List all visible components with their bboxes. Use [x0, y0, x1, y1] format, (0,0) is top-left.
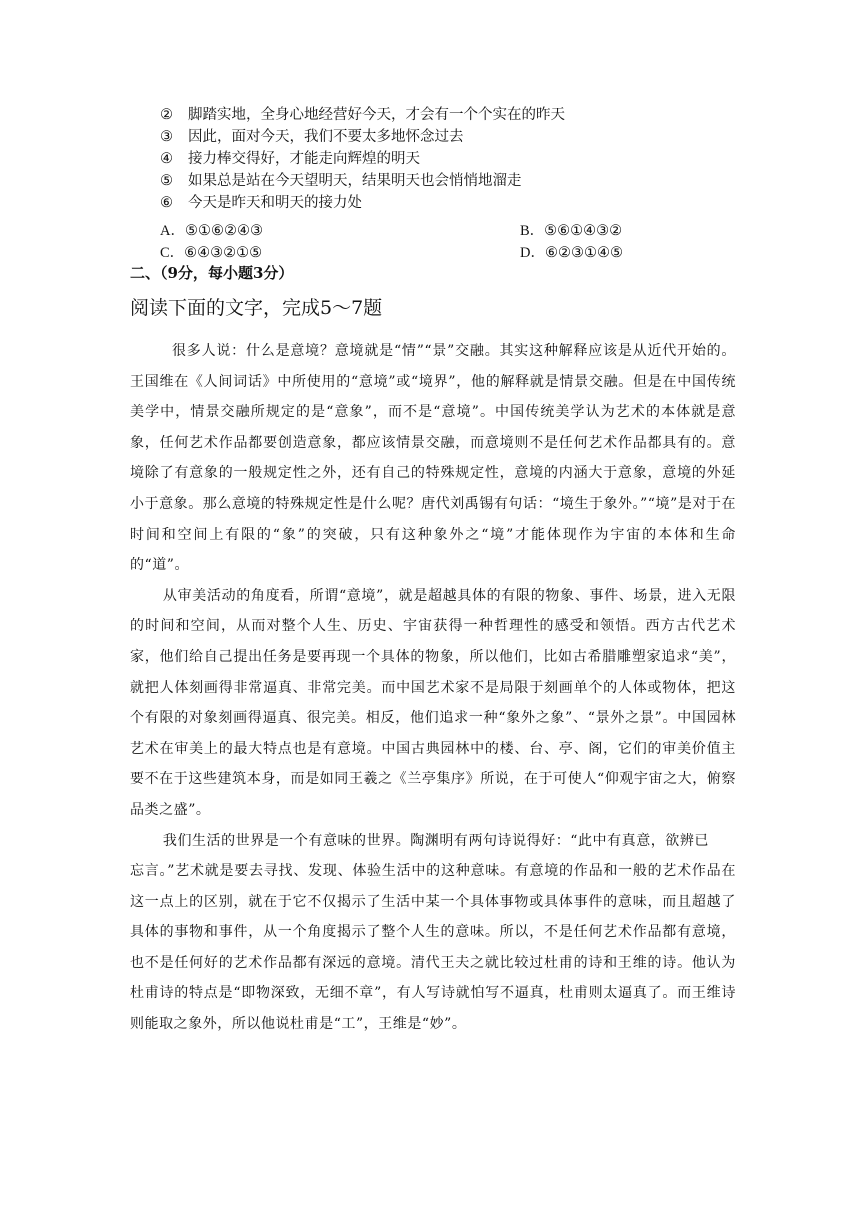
option-b-text: ⑤⑥①④③② — [544, 223, 623, 239]
sequence-number: ⑥ — [160, 195, 173, 211]
sequence-number: ② — [160, 107, 173, 123]
sequence-text: 接力棒交得好，才能走向辉煌的明天 — [188, 151, 420, 167]
sequence-item — [160, 126, 720, 148]
sequence-text: 如果总是站在今天望明天，结果明天也会悄悄地溜走 — [188, 173, 522, 189]
passage-paragraph-2: 从审美活动的角度看，所谓“意境”，就是超越具体的有限的物象、事件、场景，进入无限的时间和空间，从而对整个人生、历史、宇宙获得一种哲理性的感受和领悟。西方古代艺术家，他们给自己提出任务是要再现一个具体的物象，所以他们，比如古希腊雕塑家追求“美”，就把人体刻画得非常逼真、非常完美。而中国艺术家不是局限于刻画单个的人体或物体，把这个有限的对象刻画得逼真、很完美。相反，他们追求一种“象外之象”、“景外之景”。中国园林艺术在审美上的最大特点也是有意境。中国古典园林中的楼、台、亭、阁，它们的审美价值主要不在于这些建筑本身，而是如同王羲之《兰亭集序》所说，在于可使人“仰观宇宙之大，俯察品类之盛”。 — [130, 587, 736, 818]
option-a — [160, 220, 263, 242]
sequence-text: 今天是昨天和明天的接力处 — [188, 195, 362, 211]
sequence-item — [160, 192, 720, 214]
options-row-2 — [160, 242, 720, 264]
sequence-item — [160, 104, 720, 126]
option-b — [520, 220, 622, 242]
sequence-number: ⑤ — [160, 173, 173, 189]
passage-paragraph-1: 很多人说：什么是意境？意境就是“情”“景”交融。其实这种解释应该是从近代开始的。王国维在《人间词话》中所使用的“意境”或“境界”，他的解释就是情景交融。但是在中国传统美学中，情景交融所规定的是“意象”，而不是“意境”。中国传统美学认为艺术的本体就是意象，任何艺术作品都要创造意象，都应该情景交融，而意境则不是任何艺术作品都具有的。意境除了有意象的一般规定性之外，还有自己的特殊规定性，意境的内涵大于意象，意境的外延小于意象。那么意境的特殊规定性是什么呢？唐代刘禹锡有句话：“境生于象外。”“境”是对于在时间和空间上有限的“象”的突破，只有这种象外之“境”才能体现作为宇宙的本体和生命的“道”。 — [130, 343, 736, 574]
option-d-text: ⑥②③①④⑤ — [544, 245, 623, 261]
sequence-item — [160, 170, 720, 192]
option-a-text: ⑤①⑥②④③ — [184, 223, 263, 239]
option-d-letter: D． — [520, 245, 545, 261]
sequence-item — [160, 148, 720, 170]
sequence-number: ③ — [160, 129, 173, 145]
sequence-text: 因此，面对今天，我们不要太多地怀念过去 — [188, 129, 464, 145]
option-d — [520, 242, 623, 264]
options-row-1 — [160, 220, 720, 242]
answer-options — [160, 220, 720, 264]
option-a-letter: A． — [160, 223, 185, 239]
sequence-text: 脚踏实地，全身心地经营好今天，才会有一个个实在的昨天 — [188, 107, 565, 123]
reading-passage — [130, 336, 736, 1040]
option-c — [160, 242, 262, 264]
passage-paragraph-3-continued: 忘言。”艺术就是要去寻找、发现、体验生活中的这种意味。有意境的作品和一般的艺术作品在这一点上的区别，就在于它不仅揭示了生活中某一个具体事物或具体事件的意味，而且超越了具体的事物和事件，从一个角度揭示了整个人生的意味。所以，不是任何艺术作品都有意境，也不是任何好的艺术作品都有深远的意境。清代王夫之就比较过杜甫的诗和王维的诗。他认为杜甫诗的特点是“即物深致，无细不章”，有人写诗就怕写不逼真，杜甫则太逼真了。而王维诗则能取之象外，所以他说杜甫是“工”，王维是“妙”。 — [130, 863, 736, 1033]
reading-instruction: 阅读下面的文字，完成5～7题 — [130, 297, 383, 319]
option-c-letter: C． — [160, 245, 185, 261]
sequence-number: ④ — [160, 151, 173, 167]
option-b-letter: B． — [520, 223, 545, 239]
passage-paragraph-3-start: 我们生活的世界是一个有意味的世界。陶渊明有两句诗说得好：“此中有真意，欲辨已 — [162, 832, 709, 849]
option-c-text: ⑥④③②①⑤ — [184, 245, 263, 261]
sequence-list — [160, 104, 720, 214]
section-heading: 二、（9分，每小题3分） — [130, 264, 294, 282]
